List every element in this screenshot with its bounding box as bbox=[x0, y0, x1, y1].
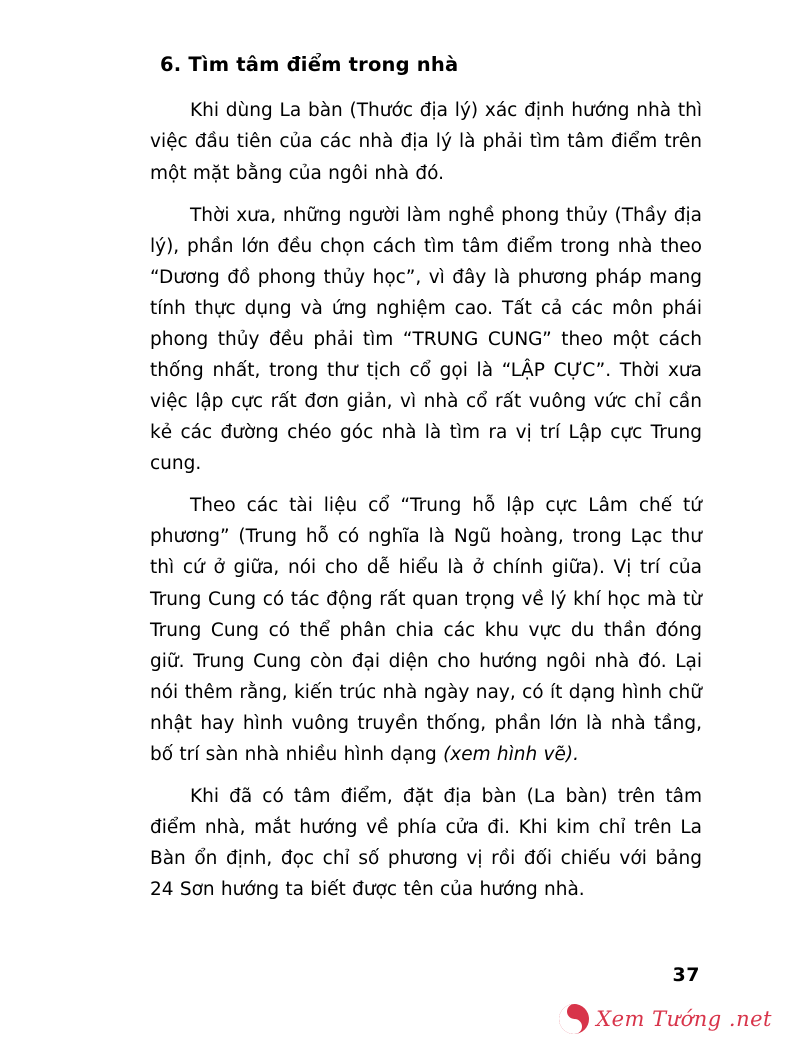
paragraph-4: Khi đã có tâm điểm, đặt địa bàn (La bàn) trên tâm điểm nhà, mắt hướng về phía cửa đi. Khi kim chỉ trên La Bàn ổn định, đọc chỉ số phương vị rồi đối chiếu với bảng 24 Sơn hướng ta biết được tên của hướng nhà. bbox=[150, 785, 702, 901]
yin-yang-icon bbox=[559, 1004, 589, 1034]
paragraph-3-text: Theo các tài liệu cổ “Trung hỗ lập cực Lâm chế tứ phương” (Trung hỗ có nghĩa là Ngũ hoàng, trong Lạc thư thì cứ ở giữa, nói cho dễ hiểu là ở chính giữa). Vị trí của Trung Cung có tác động rất quan trọng về lý khí học mà từ Trung Cung có thể phân chia các khu vực du thần đóng giữ. Trung Cung còn đại diện cho hướng ngôi nhà đó. Lại nói thêm rằng, kiến trúc nhà ngày nay, có ít dạng hình chữ nhật hay hình vuông truyền thống, phần lớn là nhà tầng, bố trí sàn nhà nhiều hình dạng bbox=[150, 495, 702, 765]
watermark bbox=[559, 1004, 772, 1034]
paragraph-3 bbox=[150, 490, 702, 770]
page-number: 37 bbox=[672, 964, 700, 986]
watermark-label: Xem Tướng .net bbox=[596, 1007, 772, 1031]
paragraph-3-italic-note: (xem hình vẽ). bbox=[443, 743, 579, 765]
paragraph-1: Khi dùng La bàn (Thước địa lý) xác định hướng nhà thì việc đầu tiên của các nhà địa lý là phải tìm tâm điểm trên một mặt bằng của ngôi nhà đó. bbox=[150, 100, 702, 184]
paragraph-2: Thời xưa, những người làm nghề phong thủy (Thầy địa lý), phần lớn đều chọn cách tìm tâm điểm trong nhà theo “Dương đồ phong thủy học”, vì đây là phương pháp mang tính thực dụng và ứng nghiệm cao. Tất cả các môn phái phong thủy đều phải tìm “TRUNG CUNG” theo một cách thống nhất, trong thư tịch cổ gọi là “LẬP CỰC”. Thời xưa việc lập cực rất đơn giản, vì nhà cổ rất vuông vức chỉ cần kẻ các đường chéo góc nhà là tìm ra vị trí Lập cực Trung cung. bbox=[150, 204, 702, 475]
page-title: 6. Tìm tâm điểm trong nhà bbox=[160, 53, 459, 76]
